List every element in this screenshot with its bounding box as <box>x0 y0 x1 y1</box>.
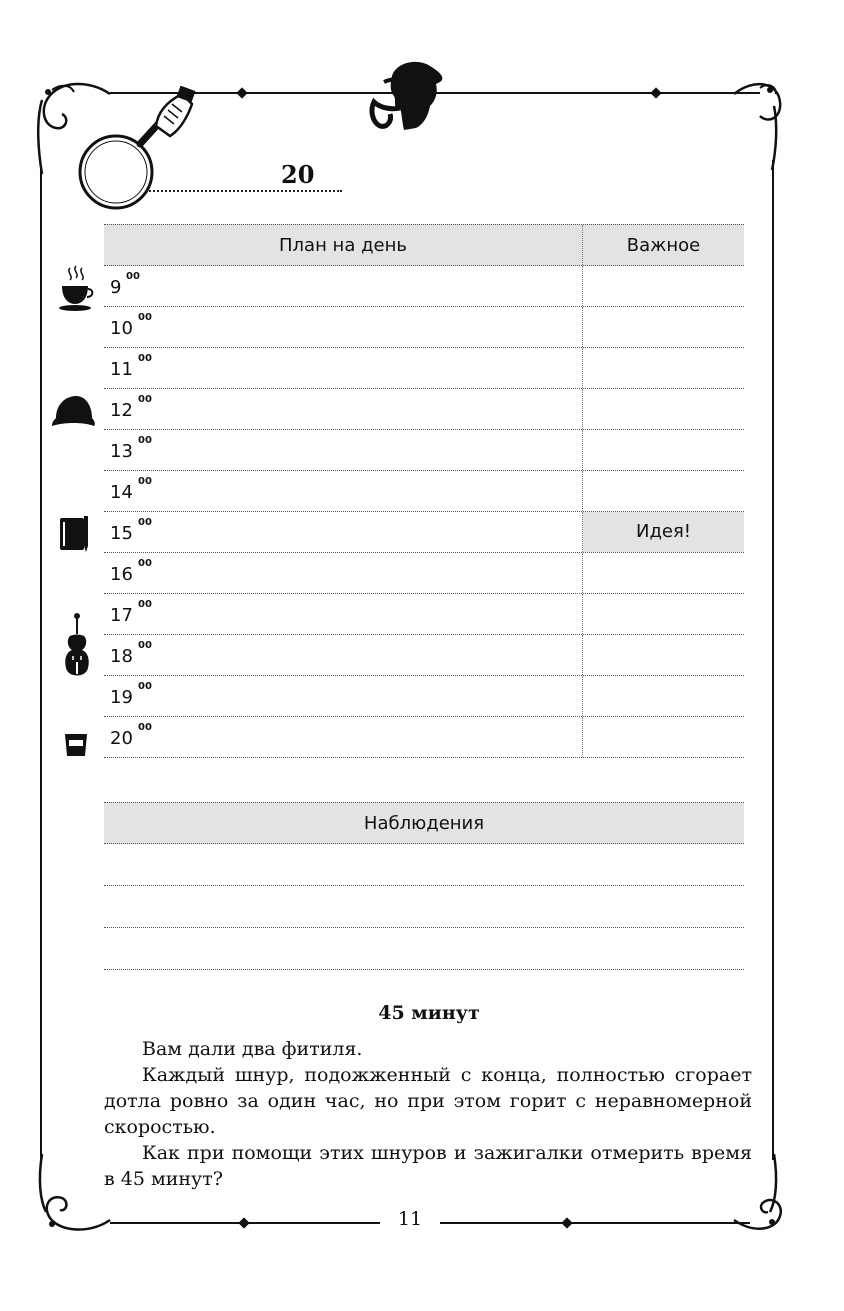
observation-line[interactable] <box>104 886 744 928</box>
table-header <box>104 224 744 266</box>
observations-title: Наблюдения <box>104 802 744 844</box>
important-cell[interactable] <box>583 553 744 593</box>
frame-diamond <box>236 87 247 98</box>
minute-label: 00 <box>138 558 152 569</box>
hour-label: 14 <box>110 482 133 503</box>
teacup-icon <box>58 264 94 314</box>
important-cell[interactable] <box>583 307 744 347</box>
minute-label: 00 <box>138 640 152 651</box>
minute-label: 00 <box>138 353 152 364</box>
frame-diamond <box>650 87 661 98</box>
frame-left-line <box>40 170 42 1160</box>
plan-cell[interactable] <box>104 307 583 347</box>
magnifier-hand-icon <box>74 86 204 214</box>
hour-rows <box>104 266 744 758</box>
table-row <box>104 430 744 471</box>
important-cell[interactable] <box>583 266 744 306</box>
plan-cell[interactable] <box>104 348 583 388</box>
important-cell[interactable] <box>583 594 744 634</box>
important-cell[interactable]: Идея! <box>583 512 744 552</box>
important-cell[interactable] <box>583 717 744 757</box>
day-plan-table <box>104 224 744 758</box>
important-cell[interactable] <box>583 389 744 429</box>
important-cell[interactable] <box>583 430 744 470</box>
table-row <box>104 348 744 389</box>
hour-label: 13 <box>110 441 133 462</box>
hour-label: 15 <box>110 523 133 544</box>
hour-label: 10 <box>110 318 133 339</box>
observation-line[interactable] <box>104 928 744 970</box>
table-row <box>104 266 744 307</box>
puzzle-title: 45 минут <box>378 1002 480 1024</box>
corner-ornament-icon <box>730 66 790 176</box>
plan-cell[interactable] <box>104 512 583 552</box>
column-header-important: Важное <box>626 235 701 256</box>
plan-cell[interactable] <box>104 471 583 511</box>
detective-pipe-icon <box>366 56 450 136</box>
puzzle-paragraph: Каждый шнур, подожженный с конца, полностью сгорает дотла ровно за один час, но при этом горит с неравномерной скоростью. <box>104 1064 752 1138</box>
plan-cell[interactable] <box>104 635 583 675</box>
hour-label: 20 <box>110 728 133 749</box>
plan-cell[interactable] <box>104 266 583 306</box>
hour-label: 9 <box>110 277 122 298</box>
puzzle-paragraph: Как при помощи этих шнуров и зажигалки отмерить время в 45 минут? <box>104 1142 752 1190</box>
table-row <box>104 553 744 594</box>
table-row <box>104 717 744 758</box>
hour-label: 11 <box>110 359 133 380</box>
frame-right-line <box>772 160 774 1160</box>
hour-label: 16 <box>110 564 133 585</box>
plan-cell[interactable] <box>104 389 583 429</box>
deerstalker-hat-icon <box>50 392 98 428</box>
important-cell[interactable] <box>583 348 744 388</box>
year-prefix: 20 <box>281 160 315 189</box>
puzzle-paragraph: Вам дали два фитиля. <box>142 1038 363 1060</box>
whisky-glass-icon <box>62 730 90 758</box>
frame-diamond <box>561 1217 572 1228</box>
table-row <box>104 389 744 430</box>
hour-label: 18 <box>110 646 133 667</box>
table-row <box>104 471 744 512</box>
table-row <box>104 635 744 676</box>
minute-label: 00 <box>138 394 152 405</box>
minute-label: 00 <box>138 681 152 692</box>
page-number: 11 <box>380 1208 440 1230</box>
observation-line[interactable] <box>104 844 744 886</box>
minute-label: 00 <box>138 599 152 610</box>
plan-cell[interactable] <box>104 553 583 593</box>
table-row <box>104 676 744 717</box>
hour-label: 12 <box>110 400 133 421</box>
violin-icon <box>62 612 92 686</box>
date-dotted-line <box>146 190 342 192</box>
frame-diamond <box>238 1217 249 1228</box>
plan-cell[interactable] <box>104 594 583 634</box>
plan-cell[interactable] <box>104 430 583 470</box>
important-cell[interactable] <box>583 471 744 511</box>
table-row <box>104 512 744 553</box>
table-row <box>104 594 744 635</box>
minute-label: 00 <box>138 722 152 733</box>
hour-label: 19 <box>110 687 133 708</box>
minute-label: 00 <box>126 271 140 282</box>
minute-label: 00 <box>138 312 152 323</box>
important-cell[interactable] <box>583 676 744 716</box>
column-header-plan: План на день <box>104 225 583 265</box>
plan-cell[interactable] <box>104 717 583 757</box>
minute-label: 00 <box>138 517 152 528</box>
minute-label: 00 <box>138 476 152 487</box>
notebook-pen-icon <box>58 514 92 554</box>
table-row <box>104 307 744 348</box>
important-cell[interactable] <box>583 635 744 675</box>
plan-cell[interactable] <box>104 676 583 716</box>
minute-label: 00 <box>138 435 152 446</box>
puzzle-text <box>104 1036 752 1192</box>
observations-section <box>104 802 744 970</box>
hour-label: 17 <box>110 605 133 626</box>
date-field <box>146 160 346 194</box>
